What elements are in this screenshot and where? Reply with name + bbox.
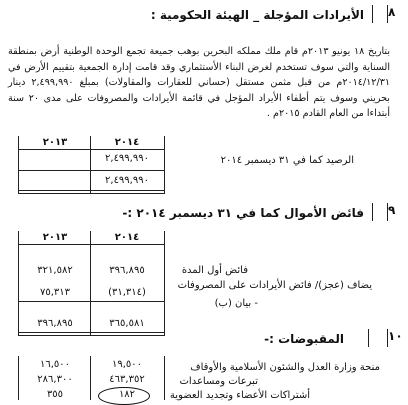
s8-header-2014: ٢٠١٤: [114, 137, 140, 148]
s9-row2-label: يضاف (عجز)/ فائض الأيرادات على المصروفات: [177, 280, 372, 291]
s8-double-underline-1: [18, 190, 164, 191]
s9-row2-value-2014: (٣١,٣١٤): [108, 287, 146, 298]
section-9-title: فائض الأموال كما في ٣١ ديسمبر ٢٠١٤ :-: [122, 206, 364, 220]
s8-row-label: الرصيد كما في ٣١ ديسمبر ٢٠١٤: [220, 155, 354, 166]
s8-row-value-2014: ٢,٤٩٩,٩٩٠: [105, 153, 149, 164]
s10-col-divider: [90, 356, 91, 400]
s10-row2-value-2013: ٢٨٦,٣٠٠: [37, 374, 73, 385]
section-10-title: المقبوضات :-: [264, 332, 344, 346]
s9-double-underline-1: [18, 332, 164, 333]
s10-row2-value-2014: ٤٦٣,٣٥٢: [109, 374, 145, 385]
s9-col-left-edge: [18, 231, 19, 336]
s10-row1-label: منحة وزارة العدل والشئون الأسلامية والأوقاف: [190, 362, 380, 373]
s10-row1-value-2014: ١٩,٥٠٠: [111, 359, 143, 370]
s9-col-right-edge: [164, 231, 165, 336]
s9-row1-value-2013: ٣٢١,٥٨٢: [37, 265, 73, 276]
section-9-number-box: [372, 203, 388, 221]
s8-total-line: [18, 170, 164, 171]
s9-total-2014: ٣٦٥,٥٨١: [109, 318, 145, 329]
s10-col-left-edge: [18, 356, 19, 400]
section-9-number: ٩: [388, 203, 396, 217]
s9-subtotal-line: [18, 301, 164, 302]
s8-header-2013: ٢٠١٣: [42, 137, 68, 148]
s8-col-left-edge: [18, 136, 19, 194]
section-8-number-box: [372, 5, 388, 23]
s8-header-underline: [18, 149, 164, 150]
s9-row3-label: - بيان (ب): [214, 298, 258, 309]
s9-header-2013: ٢٠١٣: [42, 232, 68, 243]
section-8-title: الأيرادات المؤجلة _ الهيئة الحكومية :: [150, 8, 364, 22]
s9-row2-value-2013: ٧٥,٣١٣: [39, 287, 71, 298]
s9-header-2014: ٢٠١٤: [114, 232, 140, 243]
s10-row1-value-2013: ١٦,٥٠٠: [39, 359, 71, 370]
s9-row1-value-2014: ٣٩٦,٨٩٥: [109, 265, 145, 276]
section-10-number-box: [368, 329, 388, 347]
s10-row3-value-2014: ١٨٢: [118, 389, 136, 400]
section-10-number: ١٠: [388, 329, 403, 343]
section-8-number: ٨: [388, 5, 396, 19]
s10-row3-value-2013: ٣٥٥: [46, 389, 64, 400]
s9-total-2013: ٣٩٦,٨٩٥: [37, 318, 73, 329]
s9-double-underline-2: [18, 335, 164, 336]
s9-header-underline: [18, 244, 164, 245]
s8-total-value-2014: ٢,٤٩٩,٩٩٠: [105, 175, 149, 186]
s8-col-divider: [90, 136, 91, 194]
s9-row1-label: فائض أول المدة: [181, 265, 248, 276]
s10-col-right-edge: [164, 356, 165, 400]
s10-row3-label: أشتراكات الأعضاء وتجديد العضوية: [169, 390, 310, 401]
s8-col-right-edge: [164, 136, 165, 194]
s8-double-underline-2: [18, 193, 164, 194]
s9-col-divider: [90, 231, 91, 336]
section-8-paragraph: بتاريخ ١٨ يونيو ٢٠١٣م قام ملك مملكه البحرين بوهب جميعة تجمع الوحدة الوطنية أرض بمنطقة السناية والتي سوف تستخدم لغرض البناء الأستثماري وقد قامت إدارة الجمعية بتقييم الأرض في ٢٠١٤/١٢/٣١م من قبل مثمن مستقل (حساني للعقارات والمقاولات) بمبلغ ٢,٤٩٩,٩٩٠ دينار بحريني وسوف يتم أطفاء الأيراد المؤجل في قائمة الأيرادات والمصروفات على مدى ٢٠ سنة أبتداءا من العام القادم ٢٠١٥م .: [8, 46, 391, 119]
s10-row2-label: تبرعات ومساعدات: [179, 376, 258, 387]
